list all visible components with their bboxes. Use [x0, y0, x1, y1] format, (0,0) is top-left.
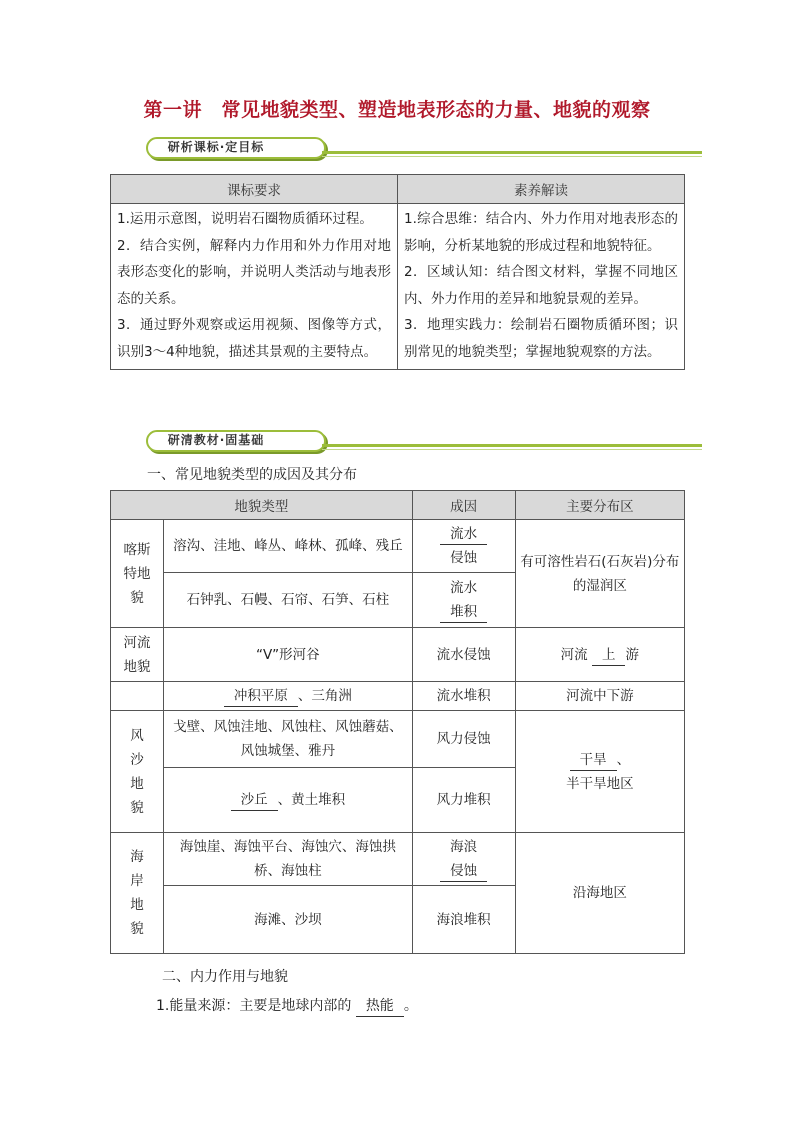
answer-blank: 干旱	[570, 750, 617, 771]
standards-table	[110, 174, 685, 370]
landform-types	[164, 682, 413, 711]
banner-label: 研析课标·定目标	[167, 140, 265, 154]
cause-cell	[412, 833, 515, 886]
literacy-item: 3．地理实践力：绘制岩石圈物质循环图；识别常见的地貌类型；掌握地貌观察的方法。	[404, 317, 678, 360]
landform-types: 戈壁、风蚀洼地、风蚀柱、风蚀蘑菇、风蚀城堡、雅丹	[164, 711, 413, 768]
requirement-item: 1.运用示意图，说明岩石圈物质循环过程。	[117, 211, 373, 227]
area-text: 半干旱地区	[566, 775, 634, 792]
literacy-interpretation-cell	[398, 204, 685, 370]
landform-types: 石钟乳、石幔、石帘、石笋、石柱	[164, 573, 413, 628]
area-text: 河流	[560, 646, 588, 663]
requirement-item: 2．结合实例，解释内力作用和外力作用对地表形态变化的影响，并说明人类活动与地表形态的关系。	[117, 237, 391, 307]
landform-types: 溶沟、洼地、峰丛、峰林、孤峰、残丘	[164, 520, 413, 573]
literacy-item: 1.综合思维：结合内、外力作用对地表形态的影响，分析某地貌的形成过程和地貌特征。	[404, 211, 678, 254]
landform-types: “V”形河谷	[164, 628, 413, 682]
energy-text: 1.能量来源：主要是地球内部的	[156, 998, 352, 1014]
types-text: 、黄土堆积	[277, 792, 346, 808]
requirement-item: 3．通过野外观察或运用视频、图像等方式，识别3～4种地貌，描述其景观的主要特点。	[117, 317, 391, 360]
answer-blank: 热能	[356, 996, 404, 1017]
area-cell	[515, 711, 684, 833]
area-cell: 有可溶性岩石(石灰岩)分布的湿润区	[515, 520, 684, 628]
cause-cell: 风力侵蚀	[412, 711, 515, 768]
answer-blank: 流水	[440, 524, 487, 545]
cause-cell	[412, 520, 515, 573]
table-header: 地貌类型	[111, 491, 413, 520]
category-aeolian: 风 沙 地 貌	[111, 711, 164, 833]
section-banner-standards	[146, 137, 702, 159]
answer-blank: 沙丘	[231, 790, 278, 811]
literacy-item: 2．区域认知：结合图文材料，掌握不同地区内、外力作用的差异和地貌景观的差异。	[404, 264, 678, 307]
energy-text: 。	[403, 998, 418, 1014]
table-row	[111, 628, 685, 682]
banner-label: 研清教材·固基础	[167, 433, 265, 447]
cause-text: 海浪	[450, 839, 478, 855]
category-karst: 喀斯 特地 貌	[111, 520, 164, 628]
table-header: 成因	[412, 491, 515, 520]
area-text: 游	[625, 646, 639, 663]
area-cell: 沿海地区	[515, 833, 684, 954]
section-heading: 一、常见地貌类型的成因及其分布	[147, 467, 357, 483]
table-row	[111, 682, 685, 711]
table-header: 素养解读	[398, 175, 685, 204]
answer-blank: 侵蚀	[440, 861, 487, 882]
types-text: 、三角洲	[297, 688, 352, 704]
landform-types: 海蚀崖、海蚀平台、海蚀穴、海蚀拱桥、海蚀柱	[164, 833, 413, 886]
cause-cell: 风力堆积	[412, 768, 515, 833]
banner-rule	[322, 151, 702, 154]
landform-table	[110, 490, 685, 954]
standards-requirements-cell	[111, 204, 398, 370]
landform-types: 海滩、沙坝	[164, 886, 413, 954]
table-header: 主要分布区	[515, 491, 684, 520]
section-banner-textbook	[146, 430, 702, 452]
table-header: 课标要求	[111, 175, 398, 204]
section-heading: 二、内力作用与地貌	[162, 969, 288, 985]
cause-cell: 流水侵蚀	[412, 628, 515, 682]
banner-rule-thin	[322, 449, 702, 450]
landform-types	[164, 768, 413, 833]
area-cell: 河流中下游	[515, 682, 684, 711]
answer-blank: 堆积	[440, 602, 487, 623]
cause-text: 侵蚀	[450, 550, 478, 566]
table-row	[111, 833, 685, 886]
category-coastal: 海 岸 地 貌	[111, 833, 164, 954]
banner-rule-thin	[322, 156, 702, 157]
cause-cell: 流水堆积	[412, 682, 515, 711]
cause-cell: 海浪堆积	[412, 886, 515, 954]
table-row	[111, 711, 685, 768]
cause-cell	[412, 573, 515, 628]
page-title: 第一讲 常见地貌类型、塑造地表形态的力量、地貌的观察	[143, 99, 651, 121]
table-row	[111, 520, 685, 573]
answer-blank: 冲积平原	[224, 686, 298, 707]
energy-source-line	[156, 995, 418, 1017]
area-cell	[515, 628, 684, 682]
cause-text: 流水	[450, 580, 478, 596]
answer-blank: 上	[592, 645, 626, 666]
area-text: 、	[616, 751, 631, 768]
banner-rule	[322, 444, 702, 447]
category-river: 河流 地貌	[111, 628, 164, 682]
category-empty	[111, 682, 164, 711]
